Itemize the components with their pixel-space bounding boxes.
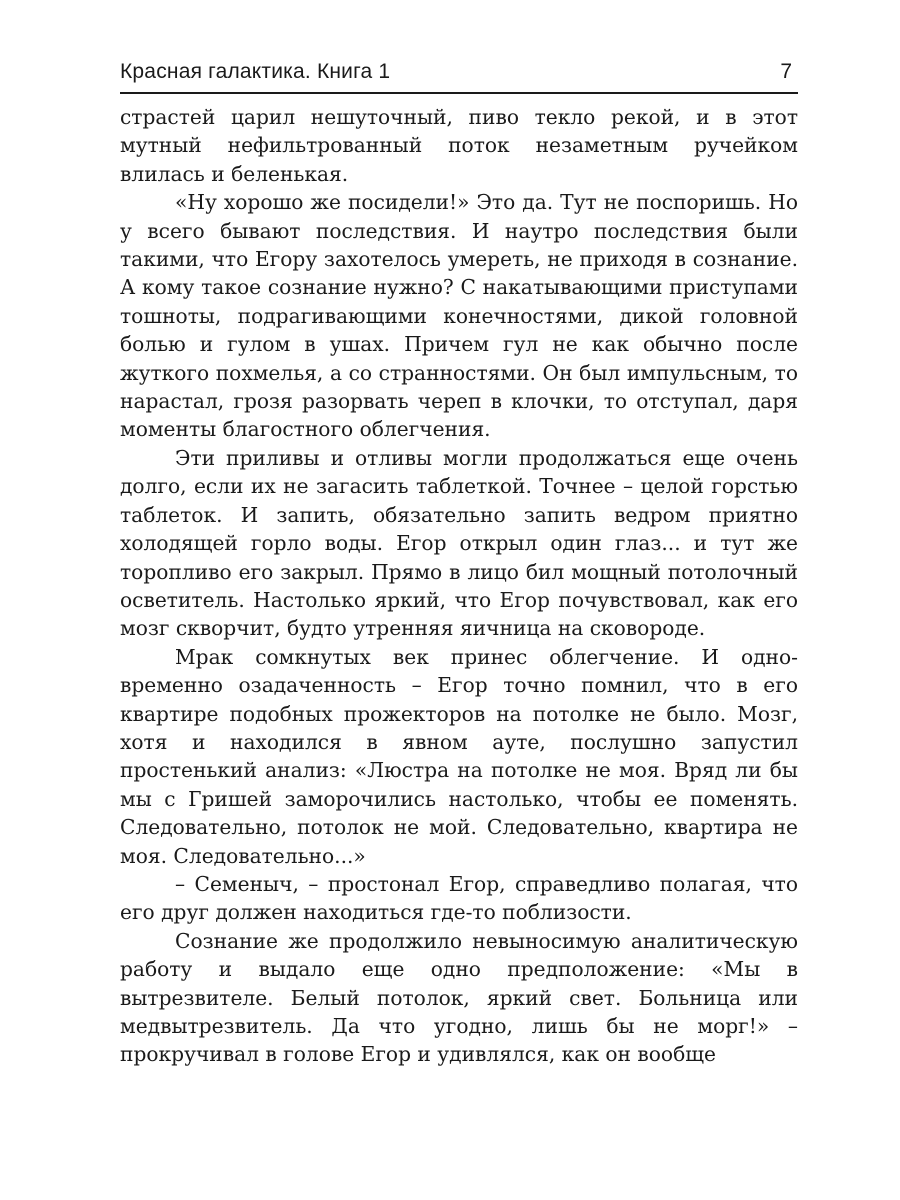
paragraph: – Семеныч, – простонал Егор, справедливо полагая, что его друг должен находиться где-то поблизости. xyxy=(120,871,798,925)
paragraph: Эти приливы и отливы могли продолжаться еще очень долго, если их не загасить таблеткой. Точнее – целой горстью таблеток. И запить, обязательно запить ведром приятно холодящей горло воды. Егор открыл один глаз... и тут же торопливо его закрыл. Прямо в лицо бил мощный потолочный осветитель. Настолько яркий, что Егор почувствовал, как его мозг скворчит, будто утренняя яичница на сковороде. xyxy=(120,445,798,641)
running-head xyxy=(120,58,798,94)
paragraph: «Ну хорошо же посидели!» Это да. Тут не поспоришь. Но у всего бывают последствия. И наутро последствия были такими, что Егору захотелось умереть, не приходя в сознание. А кому такое сознание нужно? С накатывающими приступами тошноты, подрагивающими конечностями, дикой головной болью и гулом в ушах. Причем гул не как обычно после жуткого похмелья, а со странностями. Он был импульсным, то нарастал, грозя разорвать череп в клочки, то отступал, даря моменты благостного облегчения. xyxy=(120,190,798,442)
paragraph: Сознание же продолжило невыносимую аналитическую работу и выдало еще одно предположение: «Мы в вытрезвителе. Белый потолок, яркий свет. Больница или медвытрезвитель. Да что угодно, лишь бы не морг!» – прокручивал в голове Егор и удивлялся, как он вообще xyxy=(120,928,798,1067)
book-title: Красная галактика. Книга 1 xyxy=(120,60,391,83)
page-number: 7 xyxy=(780,60,792,83)
paragraph: страстей царил нешуточный, пиво текло рекой, и в этот мутный нефильтрованный поток незаметным ручейком влилась и беленькая. xyxy=(120,105,798,186)
paragraph: Мрак сомкнутых век принес облегчение. И одновременно озадаченность – Егор точно помнил, что в его квартире подобных прожекторов на потолке не было. Мозг, хотя и находился в явном ауте, послушно запустил простенький анализ: «Люстра на потолке не моя. Вряд ли бы мы с Гришей заморочились настолько, чтобы ее поменять. Следовательно, потолок не мой. Следовательно, квартира не моя. Следовательно...» xyxy=(120,644,798,868)
body-text xyxy=(120,103,798,1069)
